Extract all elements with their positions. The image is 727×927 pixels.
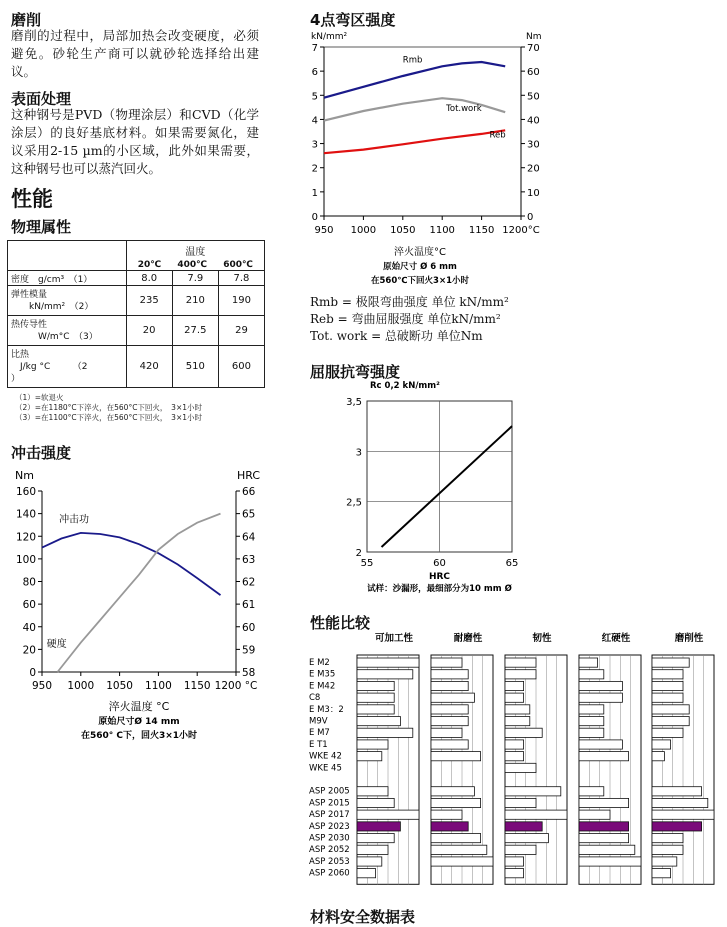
category-header: 耐磨性: [453, 633, 483, 644]
y2-tick-label: 70: [527, 43, 540, 54]
grade-label: E M7: [309, 728, 330, 739]
y-tick-label: 2,5: [346, 497, 362, 509]
note: （2）=在1180°C下淬火，在560°C下回火， 3×1小时: [15, 403, 203, 412]
bar: [357, 681, 394, 690]
y2-tick-label: 20: [527, 163, 540, 175]
chart-note: 在560℃下回火3×1小时: [371, 276, 469, 286]
bar: [431, 857, 493, 866]
bar: [357, 822, 400, 831]
grade-label: ASP 2023: [309, 821, 350, 832]
x-tick-label: 55: [360, 558, 374, 569]
y-tick-label: 7: [311, 43, 318, 54]
x-tick-label: 1150: [183, 680, 211, 692]
chart-note: 原始尺寸 Ø 6 mm: [383, 262, 457, 272]
grade-label: ASP 2030: [309, 833, 350, 844]
cell: 7.8: [218, 271, 264, 286]
bar: [431, 681, 468, 690]
bar: [652, 857, 677, 866]
bar: [579, 740, 622, 749]
y2-tick-label: 30: [527, 139, 540, 151]
x-axis-label: 淬火温度°C: [394, 247, 446, 258]
bar: [357, 857, 382, 866]
cell: 420: [126, 346, 172, 388]
bar: [652, 834, 683, 843]
bar: [431, 705, 468, 714]
bar: [357, 693, 394, 702]
chart-note: 原始尺寸Ø 14 mm: [98, 717, 180, 727]
bar: [357, 787, 388, 796]
bar: [652, 822, 702, 831]
grade-label: E M35: [309, 669, 336, 680]
series-label: Rmb: [402, 55, 423, 66]
bar: [579, 693, 622, 702]
bar: [579, 752, 629, 761]
bar: [505, 857, 524, 866]
bar: [652, 869, 671, 878]
cell: 8.0: [126, 271, 172, 286]
bar: [505, 752, 524, 761]
bar: [431, 728, 462, 737]
y-unit: Nm: [15, 469, 34, 482]
bar: [505, 787, 561, 796]
bar: [431, 787, 474, 796]
bar: [505, 822, 542, 831]
series-label: 硬度: [46, 639, 67, 651]
y2-tick-label: 10: [527, 187, 540, 199]
grade-label: ASP 2015: [309, 798, 350, 809]
bar: [652, 717, 689, 726]
x-axis-label: 淬火温度 °C: [108, 700, 170, 713]
y2-tick-label: 0: [527, 212, 534, 223]
row-label: 密度 g/cm³ （1）: [8, 271, 127, 286]
x-tick-label: 950: [31, 680, 53, 692]
x-tick-label: 1100: [145, 680, 172, 692]
y-tick-label: 20: [22, 644, 36, 657]
cell: 210: [172, 286, 218, 316]
bar: [652, 705, 689, 714]
category-header: 可加工性: [374, 633, 414, 644]
physical-title: 物理属性: [11, 218, 72, 236]
bar: [431, 752, 481, 761]
y-tick-label: 120: [15, 531, 36, 544]
x-tick-label: 1200°C: [502, 225, 540, 236]
category-header: 红硬性: [601, 633, 631, 644]
series-line-0: [324, 62, 505, 98]
cell: 20: [126, 316, 172, 346]
grade-label: E T1: [309, 739, 328, 750]
bar: [431, 740, 468, 749]
grade-label: WKE 42: [309, 751, 342, 762]
bar: [505, 810, 567, 819]
bar: [579, 705, 604, 714]
legend-line: Reb = 弯曲屈服强度 单位kN/mm²: [310, 312, 501, 326]
bar: [505, 740, 524, 749]
y-tick-label: 160: [15, 486, 36, 498]
bar: [357, 728, 413, 737]
y-tick-label: 5: [311, 91, 318, 103]
cell: 510: [172, 346, 218, 388]
y-tick-label: 2: [311, 163, 318, 175]
footer-title: 材料安全数据表: [310, 908, 416, 926]
bar: [652, 810, 714, 819]
grinding-title: 磨削: [11, 11, 42, 29]
bar: [431, 845, 487, 854]
bending-legend: [310, 294, 509, 345]
bar: [505, 798, 536, 807]
row-label: 热传导性 W/m°C （3）: [8, 316, 127, 346]
bar: [652, 798, 708, 807]
bar: [505, 670, 536, 679]
y-tick-label: 40: [22, 621, 36, 634]
bar: [431, 717, 468, 726]
bar: [431, 810, 462, 819]
cell: 190: [218, 286, 264, 316]
bar: [652, 693, 683, 702]
temp-col: 600℃: [223, 260, 253, 270]
comparison-title: 性能比较: [310, 614, 371, 632]
bar: [357, 670, 413, 679]
bar: [357, 798, 394, 807]
note: （1）=软退火: [15, 393, 64, 402]
temp-col: 400℃: [177, 260, 208, 270]
bar: [357, 740, 388, 749]
surface-text: 这种钢号是PVD（物理涂层）和CVD（化学涂层）的良好基底材料。如果需要氮化，建议采用2-15 µm的小区域，此外如果需要，这种钢号也可以蒸汽回火。: [11, 107, 259, 176]
grade-label: E M2: [309, 658, 330, 668]
cell: 7.9: [172, 271, 218, 286]
bar: [505, 717, 530, 726]
y2-tick-label: 60: [242, 621, 256, 634]
y-unit: kN/mm²: [311, 32, 348, 42]
y2-tick-label: 58: [242, 667, 256, 679]
physical-properties-table: [7, 240, 265, 388]
bar: [652, 670, 683, 679]
y-tick-label: 2: [355, 548, 362, 559]
y2-tick-label: 62: [242, 576, 256, 589]
bar: [357, 752, 382, 761]
bending-title: 4点弯区强度: [310, 11, 396, 29]
series-label: Tot.work: [446, 103, 482, 114]
series-line-1: [58, 514, 221, 672]
x-tick-label: 1050: [106, 680, 133, 692]
x-tick-label: 65: [505, 558, 519, 569]
y2-unit: Nm: [526, 32, 542, 42]
yield-chart: [310, 376, 570, 601]
table-row: [8, 316, 265, 346]
series-line-2: [324, 130, 505, 153]
y-tick-label: 60: [22, 599, 36, 612]
temp-header: 温度: [185, 247, 206, 258]
x-tick-label: 1000: [67, 680, 95, 692]
bar: [505, 705, 530, 714]
chart-note: 在560° C下，回火3×1小时: [80, 731, 198, 741]
impact-title: 冲击强度: [11, 444, 72, 462]
legend-line: Rmb = 极限弯曲强度 单位 kN/mm²: [310, 295, 509, 309]
x-tick-label: 1050: [390, 225, 416, 236]
bar: [579, 670, 604, 679]
bar: [431, 693, 474, 702]
y2-tick-label: 59: [242, 644, 256, 657]
bar: [579, 810, 610, 819]
y2-tick-label: 66: [242, 486, 256, 498]
y2-tick-label: 60: [527, 67, 540, 79]
y2-tick-label: 65: [242, 508, 256, 521]
category-header: 磨削性: [674, 633, 704, 644]
y-axis-label: Rc 0,2 kN/mm²: [370, 381, 440, 391]
x-axis-label: HRC: [428, 572, 451, 582]
category-header: 韧性: [532, 633, 552, 644]
bar: [357, 658, 419, 667]
y2-tick-label: 64: [242, 531, 256, 544]
y-tick-label: 80: [22, 576, 36, 589]
bar: [505, 728, 542, 737]
bar: [579, 728, 604, 737]
y-tick-label: 0: [311, 212, 318, 223]
bar: [505, 869, 524, 878]
bending-chart: [300, 24, 727, 292]
y-tick-label: 100: [15, 553, 36, 566]
x-tick-label: 1100: [429, 225, 455, 236]
bar: [579, 822, 629, 831]
bar: [652, 740, 671, 749]
x-tick-label: 950: [314, 225, 334, 236]
bar: [579, 787, 604, 796]
y-tick-label: 0: [29, 667, 36, 679]
x-tick-label: 1150: [468, 225, 495, 236]
bar: [579, 834, 629, 843]
bar: [579, 857, 641, 866]
legend-line: Tot. work = 总破断功 单位Nm: [310, 329, 483, 343]
series-label: Reb: [489, 130, 506, 141]
grade-label: ASP 2060: [309, 868, 350, 879]
grade-label: ASP 2053: [309, 856, 350, 867]
bar: [431, 834, 481, 843]
bar: [357, 810, 419, 819]
bar: [505, 693, 524, 702]
table-notes: [15, 393, 202, 423]
cell: 600: [218, 346, 264, 388]
chart-note: 试样：沙漏形，最细部分为10 mm Ø: [367, 584, 512, 594]
cell: 235: [126, 286, 172, 316]
bar: [579, 845, 635, 854]
bar: [652, 658, 689, 667]
cell: 27.5: [172, 316, 218, 346]
temp-col: 20℃: [137, 260, 162, 270]
grade-label: C8: [309, 693, 321, 704]
row-label: 比热 J/kg °C （2 ）: [8, 346, 127, 388]
y-tick-label: 4: [311, 115, 318, 127]
y2-tick-label: 50: [527, 91, 540, 103]
impact-chart: [0, 462, 275, 752]
table-row: [8, 346, 265, 388]
bar: [357, 845, 388, 854]
bar: [505, 658, 536, 667]
bar: [652, 728, 683, 737]
bar: [652, 845, 683, 854]
properties-title: 性能: [11, 187, 53, 211]
bar: [431, 658, 462, 667]
y-tick-label: 3: [355, 447, 362, 459]
y-tick-label: 140: [15, 508, 36, 521]
grade-label: ASP 2052: [309, 845, 350, 856]
grade-label: E M42: [309, 681, 336, 692]
y-tick-label: 3: [311, 139, 318, 151]
series-line-0: [42, 533, 221, 595]
grade-label: E M3：2: [309, 704, 344, 715]
surface-title: 表面处理: [11, 90, 72, 108]
y2-unit: HRC: [237, 469, 261, 482]
y-tick-label: 3,5: [346, 397, 362, 408]
note: （3）=在1100°C下淬火，在560°C下回火， 3×1小时: [15, 413, 203, 422]
bar: [505, 681, 524, 690]
bar: [431, 670, 468, 679]
bar: [357, 717, 400, 726]
bar: [357, 705, 394, 714]
bar: [579, 681, 622, 690]
bar: [652, 752, 664, 761]
cell: 29: [218, 316, 264, 346]
grade-label: M9V: [309, 716, 328, 727]
row-label: 弹性模量 kN/mm² （2）: [8, 286, 127, 316]
grade-label: WKE 45: [309, 763, 342, 774]
y2-tick-label: 61: [242, 599, 256, 612]
comparison-chart: [300, 628, 727, 898]
x-tick-label: 1200 °C: [214, 680, 258, 692]
bar: [431, 798, 481, 807]
bar: [579, 658, 598, 667]
bar: [357, 869, 376, 878]
series-line: [382, 426, 513, 547]
table-row: [8, 271, 265, 286]
x-tick-label: 60: [433, 558, 446, 569]
grinding-text: 磨削的过程中，局部加热会改变硬度，必须避免。砂轮生产商可以就砂轮选择给出建议。: [11, 28, 259, 79]
table-row: [8, 286, 265, 316]
bar: [579, 798, 629, 807]
y-tick-label: 6: [311, 67, 318, 79]
bar: [505, 763, 536, 772]
series-label: 冲击功: [59, 514, 90, 526]
grade-label: ASP 2017: [309, 810, 350, 821]
grade-label: ASP 2005: [309, 786, 350, 797]
bar: [357, 834, 394, 843]
y-tick-label: 1: [311, 187, 318, 199]
x-tick-label: 1000: [350, 225, 377, 236]
y2-tick-label: 40: [527, 115, 540, 127]
yield-title: 屈服抗弯强度: [310, 363, 401, 381]
bar: [431, 822, 468, 831]
bar: [579, 717, 604, 726]
bar: [505, 845, 536, 854]
bar: [652, 787, 702, 796]
bar: [505, 834, 548, 843]
bar: [652, 681, 683, 690]
y2-tick-label: 63: [242, 553, 256, 566]
